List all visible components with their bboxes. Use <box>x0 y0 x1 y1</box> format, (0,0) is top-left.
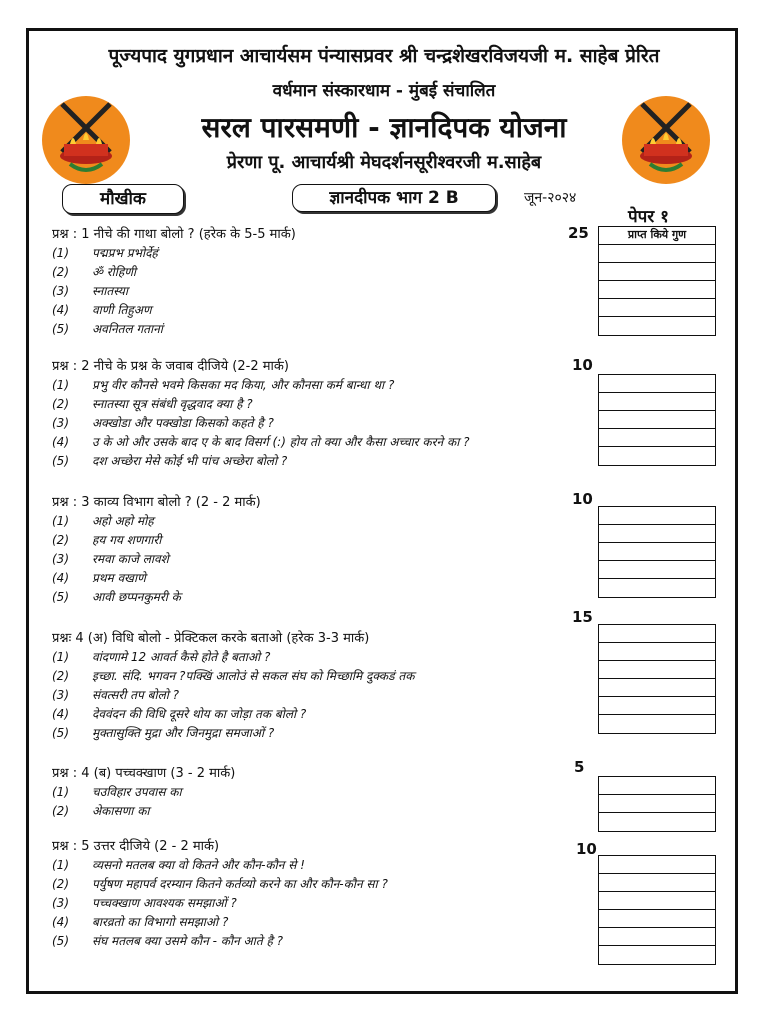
question-title: प्रश्नः 4 (अ) विधि बोलो - प्रेक्टिकल करके बताओ (हरेक 3-3 मार्क) <box>52 631 370 646</box>
marks-box <box>598 624 716 734</box>
question-item <box>52 452 287 469</box>
marks-cell <box>599 874 715 892</box>
item-text: पच्चक्खाण आवश्यक समझाओं ? <box>92 896 237 910</box>
item-number: (4) <box>52 435 69 449</box>
item-number: (2) <box>52 669 69 683</box>
item-number: (2) <box>52 265 69 279</box>
item-text: अहो अहो मोह <box>92 514 154 528</box>
question-item <box>52 244 158 261</box>
question-item <box>52 550 169 567</box>
question-item <box>52 588 181 605</box>
marks-cell <box>599 561 715 579</box>
item-number: (5) <box>52 726 69 740</box>
marks-cell <box>599 579 715 597</box>
marks-value: 5 <box>574 758 585 776</box>
marks-cell <box>599 411 715 429</box>
item-number: (1) <box>52 650 69 664</box>
marks-cell <box>599 813 715 831</box>
marks-value: 15 <box>572 608 593 626</box>
marks-cell <box>599 856 715 874</box>
marks-box <box>598 374 716 466</box>
item-number: (4) <box>52 571 69 585</box>
marks-cell <box>599 625 715 643</box>
question-item <box>52 648 270 665</box>
marks-cell <box>599 643 715 661</box>
item-text: चउविहार उपवास का <box>92 785 182 799</box>
item-number: (1) <box>52 858 69 872</box>
item-text: प्रथम वखाणे <box>92 571 146 585</box>
marks-cell <box>599 715 715 733</box>
item-number: (5) <box>52 454 69 468</box>
item-text: स्नातस्या सूत्र संबंधी वृद्धवाद क्या है ? <box>92 397 253 411</box>
question-item <box>52 705 306 722</box>
item-text: उ के ओ और उसके बाद ए के बाद विसर्ग (:) होय तो क्या और कैसा अच्चार करने का ? <box>92 435 470 449</box>
header-line-2: वर्धमान संस्कारधाम - मुंबई संचालित <box>272 81 496 101</box>
item-number: (1) <box>52 246 69 260</box>
marks-cell <box>599 299 715 317</box>
header-line-1: पूज्यपाद युगप्रधान आचार्यसम पंन्यासप्रवर श्री चन्द्रशेखरविजयजी म. साहेब प्रेरित <box>108 45 660 67</box>
marks-box <box>598 506 716 598</box>
item-text: स्नातस्या <box>92 284 128 298</box>
marks-cell <box>599 795 715 813</box>
item-number: (3) <box>52 284 69 298</box>
item-number: (5) <box>52 934 69 948</box>
marks-cell <box>599 892 715 910</box>
item-text: आवी छप्पनकुमरी के <box>92 590 181 604</box>
item-text: पद्मप्रभ प्रभोर्देहं <box>92 246 158 260</box>
question-item <box>52 433 470 450</box>
item-text: दश अच्छेरा मेसे कोई भी पांच अच्छेरा बोलो ? <box>92 454 288 468</box>
question-item <box>52 802 150 819</box>
item-text: व्यसनो मतलब क्या वो कितने और कौन-कौन से ! <box>92 858 305 872</box>
mode-label: मौखीक <box>62 184 184 214</box>
marks-box <box>598 776 716 832</box>
item-number: (2) <box>52 533 69 547</box>
question-item <box>52 913 228 930</box>
question-item <box>52 395 253 412</box>
item-text: प्रभु वीर कौनसे भवमे किसका मद किया, और कौनसा कर्म बान्धा था ? <box>92 378 395 392</box>
marks-box <box>598 855 716 965</box>
item-text: अक्खोडा और पक्खोडा किसको कहते है ? <box>92 416 274 430</box>
item-number: (2) <box>52 877 69 891</box>
question-item <box>52 376 394 393</box>
question-item <box>52 263 136 280</box>
item-text: बारव्रतो का विभागो समझाओ ? <box>92 915 229 929</box>
item-number: (4) <box>52 707 69 721</box>
marks-cell <box>599 946 715 964</box>
item-number: (1) <box>52 378 69 392</box>
item-number: (1) <box>52 514 69 528</box>
item-text: वांदणामे 12 आवर्त कैसे होते है बताओ ? <box>92 650 271 664</box>
question-item <box>52 724 274 741</box>
item-text: देववंदन की विधि दूसरे थोय का जोड़ा तक बोलो ? <box>92 707 307 721</box>
item-text: अेकासणा का <box>92 804 150 818</box>
item-number: (4) <box>52 303 69 317</box>
marks-cell <box>599 281 715 299</box>
marks-cell <box>599 375 715 393</box>
marks-value: 10 <box>576 840 597 858</box>
marks-value: 10 <box>572 356 593 374</box>
question-item <box>52 512 154 529</box>
marks-cell <box>599 447 715 465</box>
question-item <box>52 875 388 892</box>
marks-box <box>598 226 716 336</box>
question-title: प्रश्न : 2 नीचे के प्रश्न के जवाब दीजिये (2-2 मार्क) <box>52 359 289 374</box>
marks-cell <box>599 429 715 447</box>
item-text: रमवा काजे लावशे <box>92 552 169 566</box>
paper-label: पेपर १ <box>628 207 670 227</box>
marks-cell <box>599 697 715 715</box>
marks-cell <box>599 245 715 263</box>
item-text: ॐ रोहिणी <box>92 265 137 279</box>
question-item <box>52 414 274 431</box>
question-title: प्रश्न : 5 उत्तर दीजिये (2 - 2 मार्क) <box>52 839 220 854</box>
marks-value: 25 <box>568 224 589 242</box>
question-item <box>52 667 414 684</box>
item-number: (2) <box>52 804 69 818</box>
question-item <box>52 569 146 586</box>
item-text: इच्छा. संदि. भगवन ?पक्खिं आलोउं से सकल संघ को मिच्छामि दुक्कडं तक <box>92 669 415 683</box>
item-text: अवनितल गतानां <box>92 322 163 336</box>
marks-cell <box>599 317 715 335</box>
item-text: संघ मतलब क्या उसमे कौन - कौन आते है ? <box>92 934 284 948</box>
item-number: (5) <box>52 590 69 604</box>
question-item <box>52 531 161 548</box>
marks-cell <box>599 263 715 281</box>
question-item <box>52 301 152 318</box>
item-number: (1) <box>52 785 69 799</box>
marks-cell <box>599 679 715 697</box>
question-title: प्रश्न : 4 (ब) पच्चक्खाण (3 - 2 मार्क) <box>52 766 236 781</box>
marks-cell <box>599 543 715 561</box>
item-number: (3) <box>52 552 69 566</box>
item-number: (4) <box>52 915 69 929</box>
question-item <box>52 282 128 299</box>
part-label: ज्ञानदीपक भाग 2 B <box>292 184 496 212</box>
item-text: पर्युषण महापर्व दरम्यान कितने कर्तव्यो करने का और कौन-कौन सा ? <box>92 877 388 891</box>
date-label: जून-२०२४ <box>524 190 577 206</box>
marks-value: 10 <box>572 490 593 508</box>
question-item <box>52 932 283 949</box>
marks-cell <box>599 507 715 525</box>
item-number: (2) <box>52 397 69 411</box>
marks-cell <box>599 393 715 411</box>
question-title: प्रश्न : 1 नीचे की गाथा बोलो ? (हरेक के 5-5 मार्क) <box>52 227 296 242</box>
item-number: (3) <box>52 688 69 702</box>
marks-cell <box>599 910 715 928</box>
question-item <box>52 320 163 337</box>
question-item <box>52 856 305 873</box>
item-number: (5) <box>52 322 69 336</box>
item-text: मुक्तासुक्ति मुद्रा और जिनमुद्रा समजाओं ? <box>92 726 275 740</box>
question-item <box>52 686 179 703</box>
marks-cell <box>599 928 715 946</box>
marks-header: प्राप्त किये गुण <box>599 227 715 245</box>
item-number: (3) <box>52 416 69 430</box>
marks-cell <box>599 525 715 543</box>
item-text: वाणी तिहुअण <box>92 303 152 317</box>
marks-cell <box>599 777 715 795</box>
page-title: सरल पारसमणी - ज्ञानदिपक योजना <box>201 111 567 144</box>
item-text: संवत्सरी तप बोलो ? <box>92 688 180 702</box>
question-item <box>52 894 237 911</box>
question-item <box>52 783 182 800</box>
item-number: (3) <box>52 896 69 910</box>
marks-cell <box>599 661 715 679</box>
item-text: हय गय शणगारी <box>92 533 162 547</box>
header-line-3: प्रेरणा पू. आचार्यश्री मेघदर्शनसूरीश्वरजी म.साहेब <box>226 152 542 173</box>
question-title: प्रश्न : 3 काव्य विभाग बोलो ? (2 - 2 मार्क) <box>52 495 261 510</box>
